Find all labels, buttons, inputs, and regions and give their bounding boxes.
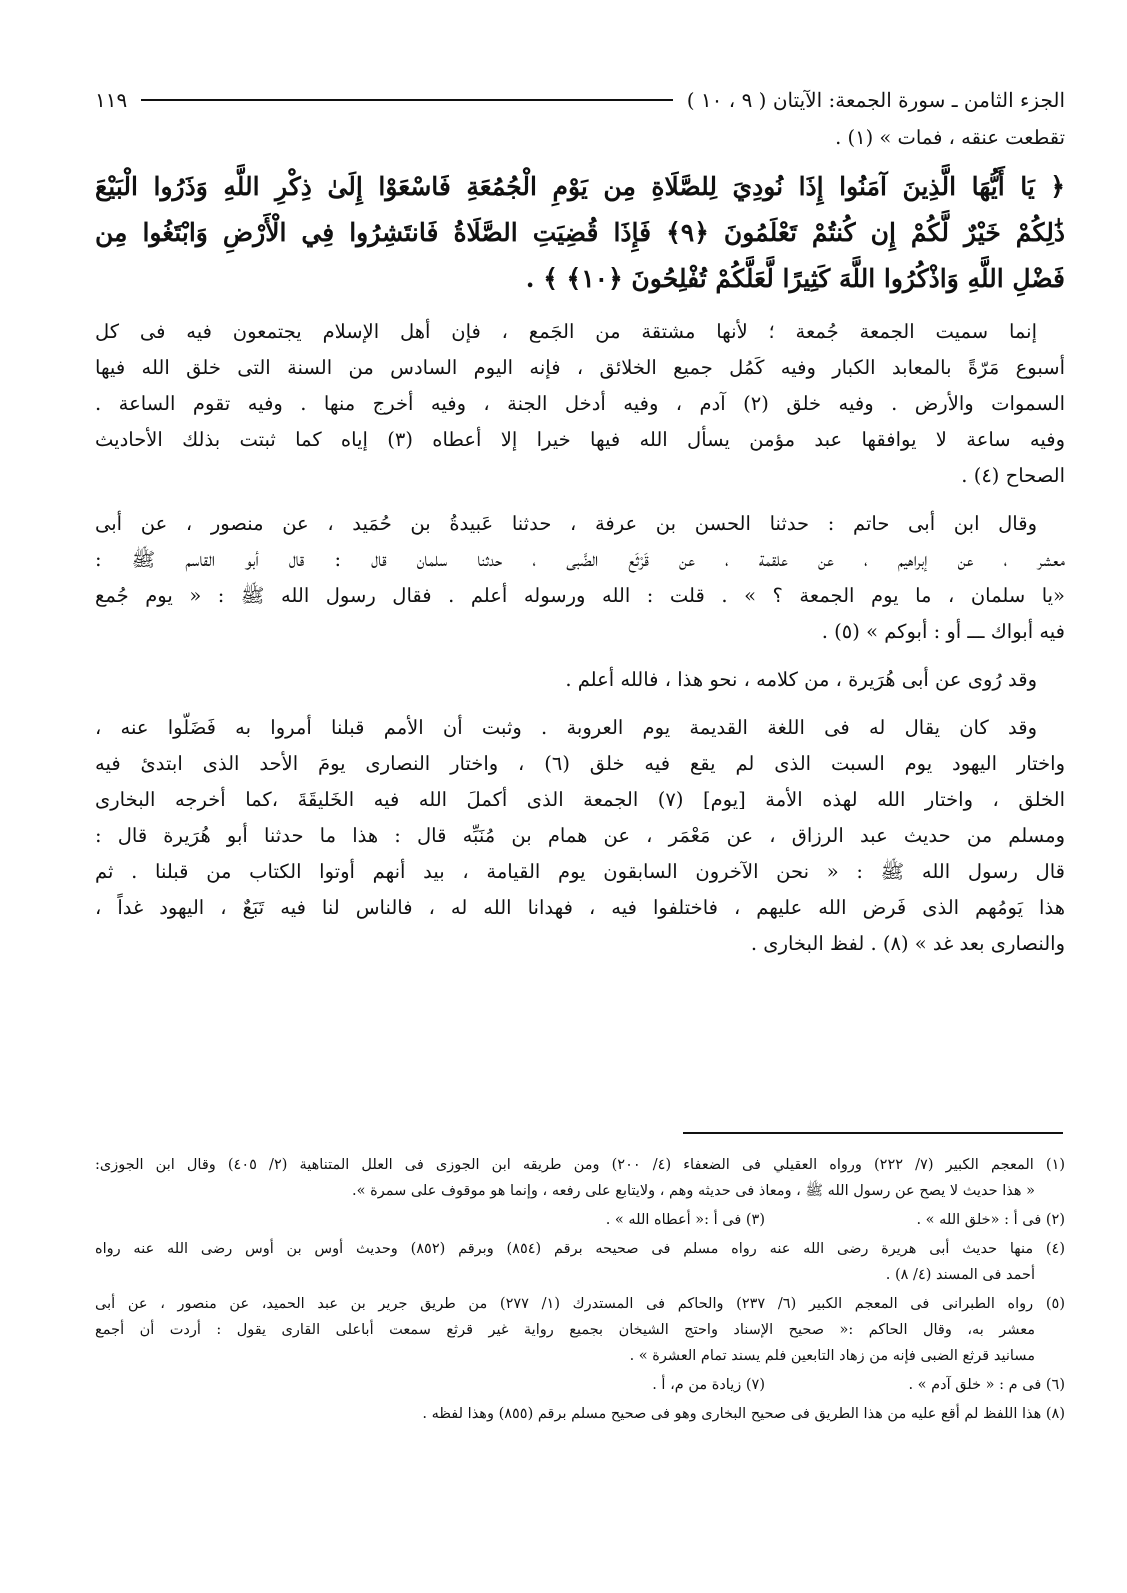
page-number: ١١٩ — [95, 88, 128, 112]
text-line: هذا يَومُهم الذى فَرض الله عليهم ، فاختلفوا فيه ، فهدانا الله له ، فالناس لنا فيه تَبَعٌ ، اليهود غداً ، — [95, 896, 1065, 919]
footnote — [95, 1236, 1065, 1288]
footnote — [95, 1152, 1065, 1204]
quran-verses — [95, 164, 1065, 302]
footnote: (٦) فى م : « خلق آدم » . — [908, 1377, 1065, 1393]
running-title: الجزء الثامن ـ سورة الجمعة: الآيتان ( ٩ ، ١٠ ) — [686, 88, 1065, 112]
footnote-pair — [95, 1207, 1065, 1233]
footnotes — [95, 1152, 1065, 1430]
paragraph — [95, 314, 1065, 494]
footnote-line: (٥) رواه الطبرانى فى المعجم الكبير (٦/ ٢٣٧) والحاكم فى المستدرك (١/ ٢٧٧) من طريق جرير بن عبد الحميد، عن منصور ، عن أبى — [95, 1296, 1065, 1312]
footnote: (٧) زيادة من م، أ . — [652, 1377, 765, 1393]
header-rule — [141, 99, 673, 101]
text-line: معشر ، عن إبراهيم ، عن علقمة ، عن قَرْثَع الضَّبى ، حدثنا سلمان قال : قال أبو القاسم ﷺ : — [95, 548, 1065, 571]
footnote-line: مسانيد قرثع الضبى فإنه من زهاد التابعين فلم يسند تمام العشرة » . — [629, 1348, 1035, 1364]
text-line: وقال ابن أبى حاتم : حدثنا الحسن بن عرفة ، حدثنا عَبيدةُ بن حُمَيد ، عن منصور ، عن أبى — [95, 512, 1037, 535]
running-header — [95, 82, 1065, 118]
text-line: السموات والأرض . وفيه خلق (٢) آدم ، وفيه أدخل الجنة ، وفيه أخرج منها . وفيه تقوم الساعة . — [95, 392, 1065, 415]
book-page — [95, 82, 1065, 962]
text-line: فيه أبواك ـــ أو : أبوكم » (٥) . — [821, 620, 1065, 643]
footnote-line: معشر به، وقال الحاكم :« صحيح الإسناد واحتج الشيخان بجميع رواية غير قرثع سمعت أباعلى القارى يقول : أردت أن أجمع — [95, 1322, 1035, 1338]
text-line: واختار اليهود يوم السبت الذى لم يقع فيه خلق (٦) ، واختار النصارى يومَ الأحد الذى ابتدئ فيه — [95, 752, 1065, 775]
paragraph — [95, 662, 1065, 698]
footnote-line: (١) المعجم الكبير (٧/ ٢٢٢) ورواه العقيلي فى الضعفاء (٤/ ٢٠٠) ومن طريقه ابن الجوزى فى العلل المتناهية (٢/ ٤٠٥) وقال ابن الجوزى: — [95, 1157, 1066, 1173]
text-line: وقد رُوى عن أبى هُرَيرة ، من كلامه ، نحو هذا ، فالله أعلم . — [565, 668, 1037, 691]
quran-line: ﴿ يَا أَيُّهَا الَّذِينَ آمَنُوا إِذَا نُودِيَ لِلصَّلَاةِ مِن يَوْمِ الْجُمُعَةِ فَاسْعَوْا إِلَىٰ ذِكْرِ اللَّهِ وَذَرُوا الْبَيْعَ — [95, 172, 1065, 201]
text-line: والنصارى بعد غد » (٨) . لفظ البخارى . — [750, 932, 1065, 955]
footnote-line: (٤) منها حديث أبى هريرة رضى الله عنه رواه مسلم فى صحيحه برقم (٨٥٤) وبرقم (٨٥٢) وحديث أوس بن أوس رضى الله عنه رواه — [95, 1241, 1066, 1257]
quran-line: فَضْلِ اللَّهِ وَاذْكُرُوا اللَّهَ كَثِيرًا لَّعَلَّكُمْ تُفْلِحُونَ ﴿١٠﴾ ﴾ . — [525, 264, 1065, 293]
footnote-line: أحمد فى المسند (٤/ ٨) . — [885, 1267, 1035, 1283]
text-line: «يا سلمان ، ما يوم الجمعة ؟ » . قلت : الله ورسوله أعلم . فقال رسول الله ﷺ : « يوم جُمع — [95, 584, 1065, 607]
commentary-body — [95, 314, 1065, 962]
paragraph — [95, 506, 1065, 650]
footnote-pair — [95, 1372, 1065, 1398]
footnote-line: (٨) هذا اللفظ لم أقع عليه من هذا الطريق فى صحيح البخارى وهو فى صحيح مسلم برقم (٨٥٥) وهذا لفظه . — [422, 1406, 1065, 1422]
text-line: الصحاح (٤) . — [961, 464, 1065, 487]
quran-line: ذَٰلِكُمْ خَيْرٌ لَّكُمْ إِن كُنتُمْ تَعْلَمُونَ ﴿٩﴾ فَإِذَا قُضِيَتِ الصَّلَاةُ فَانتَشِرُوا فِي الْأَرْضِ وَابْتَغُوا مِن — [95, 218, 1065, 247]
footnote: (٢) فى أ : «خلق الله » . — [916, 1212, 1065, 1228]
footnote: (٣) فى أ :« أعطاه الله » . — [605, 1212, 765, 1228]
text-line: وقد كان يقال له فى اللغة القديمة يوم العروبة . وثبت أن الأمم قبلنا أمروا به فَضَلّوا عنه ، — [95, 716, 1037, 739]
footnote — [95, 1291, 1065, 1369]
text-line: إنما سميت الجمعة جُمعة ؛ لأنها مشتقة من الجَمع ، فإن أهل الإسلام يجتمعون فيه فى كل — [95, 320, 1037, 343]
text-line: قال رسول الله ﷺ : « نحن الآخرون السابقون يوم القيامة ، بيد أنهم أوتوا الكتاب من قبلنا . ثم — [95, 860, 1065, 883]
footnote — [95, 1401, 1065, 1427]
paragraph — [95, 710, 1065, 962]
text-line: أسبوع مَرّةً بالمعابد الكبار وفيه كَمُل جميع الخلائق ، فإنه اليوم السادس من السنة التى خلق الله فيها — [95, 356, 1065, 379]
footnote-line: « هذا حديث لا يصح عن رسول الله ﷺ ، ومعاذ فى حديثه وهم ، ولايتابع على رفعه ، وإنما هو موقوف على سمرة ». — [352, 1183, 1035, 1199]
text-line: ومسلم من حديث عبد الرزاق ، عن مَعْمَر ، عن همام بن مُنَبِّه قال : هذا ما حدثنا أبو هُرَيرة قال : — [95, 824, 1065, 847]
text-line: الخلق ، واختار الله لهذه الأمة [يوم] (٧) الجمعة الذى أكملَ الله فيه الخَليقَةَ ،كما أخرجه البخارى — [95, 788, 1065, 811]
text-line: وفيه ساعة لا يوافقها عبد مؤمن يسأل الله فيها خيرا إلا أعطاه (٣) إياه كما ثبتت بذلك الأحاديث — [95, 428, 1065, 451]
continuation-line: تقطعت عنقه ، فمات » (١) . — [835, 126, 1065, 149]
footnote-separator — [683, 1132, 1063, 1134]
